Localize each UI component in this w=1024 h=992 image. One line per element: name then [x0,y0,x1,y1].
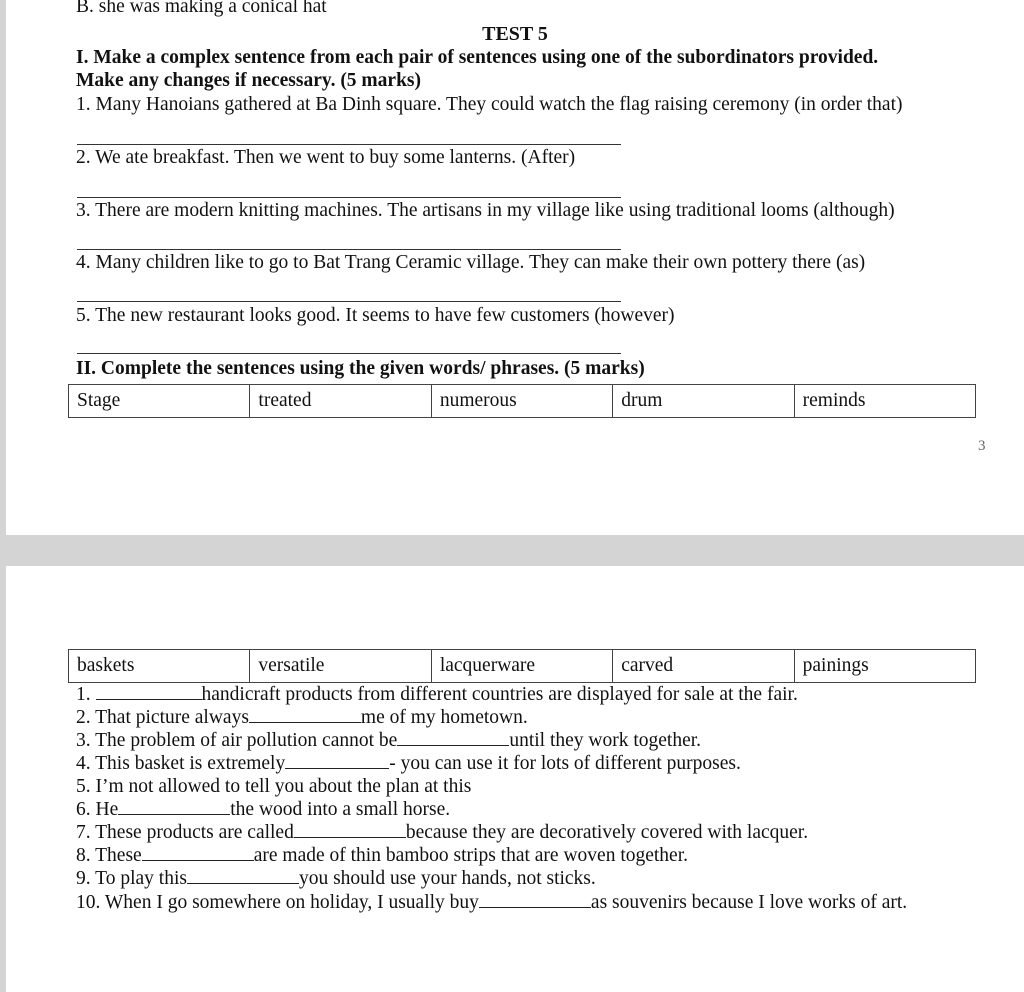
exercise-item [76,684,798,706]
section1-item: 4. Many children like to go to Bat Trang Ceramic village. They can make their own pottery there (as) [76,252,866,273]
item-text-before: 2. That picture always [76,707,249,728]
item-text-after: handicraft products from different countries are displayed for sale at the fair. [201,684,798,705]
item-text-before: 4. This basket is extremely [76,753,286,774]
item-text-before: 6. He [76,799,119,820]
section1-heading-line1: I. Make a complex sentence from each pair of sentences using one of the subordinators provided. [76,47,879,68]
item-text-after: you should use your hands, not sticks. [298,868,596,889]
item-text-after: are made of thin bamboo strips that are woven together. [253,845,689,866]
exercise-item [76,776,471,798]
item-text-before: 8. These [76,845,142,866]
answer-blank [479,893,591,908]
item-text-after: because they are decoratively covered with lacquer. [405,822,809,843]
item-text-before: 5. I’m not allowed to tell you about the plan at this [76,776,472,797]
cut-off-answer-line: B. she was making a conical hat [76,0,327,17]
item-text-after: me of my hometown. [360,707,528,728]
section1-item: 1. Many Hanoians gathered at Ba Dinh square. They could watch the flag raising ceremony (in order that) [76,94,903,115]
exercise-item [76,730,701,752]
item-text-before: 7. These products are called [76,822,294,843]
worksheet-page-1 [6,0,1024,535]
word-box-cell: numerous [432,385,613,417]
word-box-cell: carved [613,650,794,682]
section1-item: 2. We ate breakfast. Then we went to buy some lanterns. (After) [76,147,576,168]
answer-line [77,197,621,198]
item-text-before: 10. When I go somewhere on holiday, I usually buy [76,892,479,913]
exercise-item [76,892,907,914]
item-text-before: 1. [76,684,96,705]
answer-blank [249,708,361,723]
item-text-before: 3. The problem of air pollution cannot be [76,730,398,751]
exercise-item [76,845,688,867]
test-title: TEST 5 [482,23,548,45]
item-text-after: as souvenirs because I love works of art. [590,892,908,913]
item-text-before: 9. To play this [76,868,187,889]
word-box-row-2 [68,649,976,683]
item-text-after: until they work together. [509,730,702,751]
word-box-cell: versatile [250,650,431,682]
section2-heading: II. Complete the sentences using the given words/ phrases. (5 marks) [76,358,645,379]
worksheet-page-2 [6,566,1024,992]
word-box-row-1 [68,384,976,418]
answer-blank [397,731,509,746]
section1-item: 3. There are modern knitting machines. The artisans in my village like using traditional looms (although) [76,200,895,221]
word-box-cell: painings [802,655,869,676]
answer-blank [118,800,230,815]
page-number: 3 [978,438,986,454]
answer-line [77,144,621,145]
word-box-cell: treated [250,385,431,417]
word-box-cell: Stage [69,385,250,417]
word-box-cell: reminds [802,390,866,411]
answer-blank [142,846,254,861]
item-text-after: the wood into a small horse. [230,799,451,820]
exercise-item [76,822,808,844]
exercise-item [76,799,450,821]
item-text-after: - you can use it for lots of different purposes. [389,753,741,774]
exercise-item [76,707,528,729]
section1-heading-line2: Make any changes if necessary. (5 marks) [76,70,422,91]
answer-line [77,353,621,354]
exercise-item [76,868,596,890]
word-box-cell: drum [613,385,794,417]
answer-blank [285,754,389,769]
answer-blank [96,685,202,700]
exercise-item [76,753,741,775]
answer-blank [294,823,406,838]
answer-line [77,249,621,250]
answer-blank [187,869,299,884]
word-box-cell: baskets [69,650,250,682]
answer-line [77,301,621,302]
word-box-cell: lacquerware [432,650,613,682]
section1-item: 5. The new restaurant looks good. It seems to have few customers (however) [76,305,675,326]
